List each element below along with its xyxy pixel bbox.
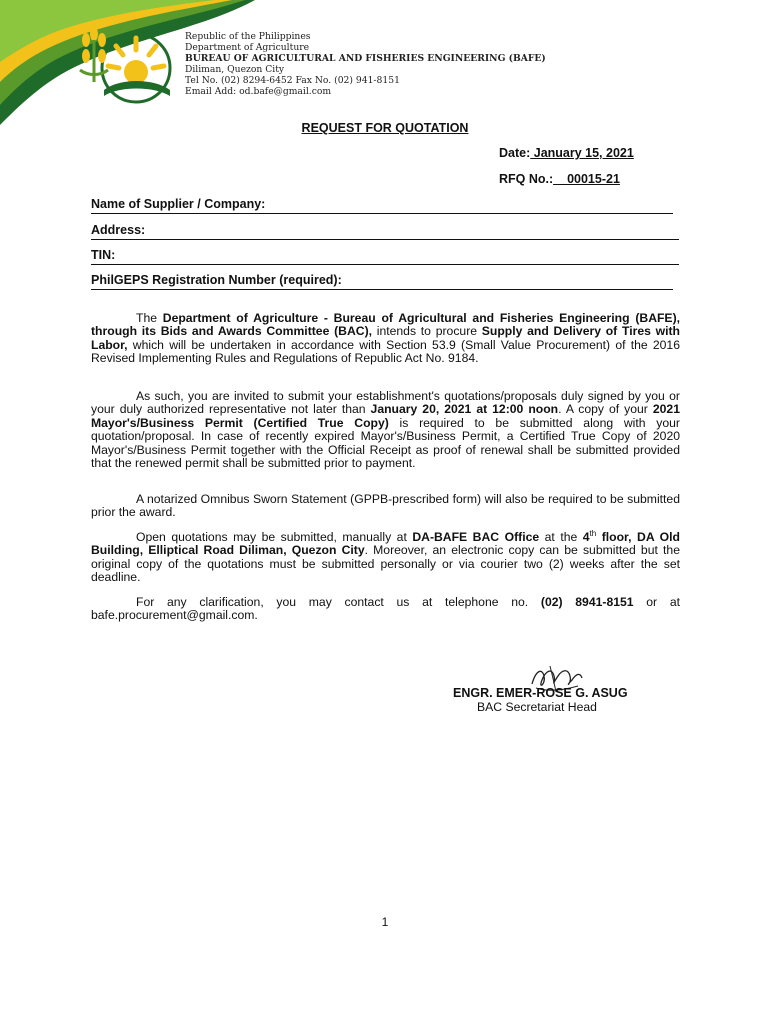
rfq-label: RFQ No.: <box>499 172 554 186</box>
header-department: Department of Agriculture <box>185 42 310 53</box>
date-line <box>499 146 634 160</box>
p1-text-3: which will be undertaken in accordance with Section 53.9 (Small Value Procurement) of the 2016 Revised Implementing Rules and Regulations of Republic Act No. 9184. <box>91 337 680 366</box>
header-address: Diliman, Quezon City <box>185 64 285 75</box>
date-value: January 15, 2021 <box>530 146 634 160</box>
p2-permit: 2021 Mayor's/Business Permit (Certified True Copy) <box>91 402 680 430</box>
address-field <box>91 223 679 240</box>
header-country: Republic of the Philippines <box>185 31 311 42</box>
paragraph-contact <box>91 596 680 623</box>
p1-agency: Department of Agriculture - Bureau of Agricultural and Fisheries Engineering (BAFE), through its Bids and Awards Committee (BAC), <box>91 311 681 339</box>
paragraph-omnibus <box>91 493 680 520</box>
p4-floor: 4 <box>582 530 590 544</box>
tin-label: TIN: <box>91 248 116 262</box>
p4-text-3: . Moreover, an electronic copy can be submitted but the original copy of the quotations must be submitted personally or via courier two (2) weeks after the set deadline. <box>91 543 680 585</box>
p4-floor-suffix: th <box>589 528 597 538</box>
rfq-line <box>499 172 620 186</box>
p2-deadline: January 20, 2021 at 12:00 noon <box>370 402 559 417</box>
paragraph-submission <box>91 390 680 470</box>
header-phone: Tel No. (02) 8294-6452 Fax No. (02) 941-8151 <box>185 75 400 86</box>
signatory-position: BAC Secretariat Head <box>477 700 597 714</box>
p1-text-1: The <box>136 311 163 325</box>
address-label: Address: <box>91 223 146 237</box>
philgeps-label: PhilGEPS Registration Number (required): <box>91 273 342 287</box>
p2-text-3: is required to be submitted along with your quotation/proposal. In case of recently expired Mayor's/Business Permit, a Certified True Copy of 2020 Mayor's/Business Permit together with the Official Receipt as proof of renewal shall be submitted provided that the renewed permit shall be submitted prior to payment. <box>91 415 680 471</box>
supplier-name-label: Name of Supplier / Company: <box>91 197 266 211</box>
page-number: 1 <box>381 915 389 929</box>
rfq-value: __00015-21 <box>553 172 620 186</box>
document-title: REQUEST FOR QUOTATION <box>301 121 469 135</box>
p4-location: floor, DA Old Building, Elliptical Road Diliman, Quezon City <box>91 530 680 558</box>
p4-text-1: Open quotations may be submitted, manually at <box>136 530 413 544</box>
date-label: Date: <box>499 146 531 160</box>
tin-field <box>91 248 679 265</box>
p5-phone: (02) 8941-8151 <box>540 595 634 609</box>
p5-text-1: For any clarification, you may contact us at telephone no. <box>136 595 541 609</box>
supplier-name-field <box>91 197 673 214</box>
header-bureau: BUREAU OF AGRICULTURAL AND FISHERIES ENGINEERING (BAFE) <box>185 53 546 64</box>
p4-office: DA-BAFE BAC Office <box>412 530 540 544</box>
paragraph-open-quotations <box>91 528 680 585</box>
p5-text-2: or at bafe.procurement@gmail.com. <box>91 595 680 623</box>
header-email: Email Add: od.bafe@gmail.com <box>185 86 332 97</box>
bafe-logo-icon <box>74 20 178 106</box>
p1-project: Supply and Delivery of Tires with Labor, <box>91 324 680 352</box>
p1-text-2: intends to procure <box>372 324 482 339</box>
p2-text-2: . A copy of your <box>558 402 653 417</box>
p2-text-1: As such, you are invited to submit your establishment's quotations/proposals duly signed by you or your duly authorized representative not later than <box>91 389 680 417</box>
paragraph-intro <box>91 312 680 366</box>
signatory-name: ENGR. EMER-ROSE G. ASUG <box>453 686 628 700</box>
p3-text-1: A notarized Omnibus Sworn Statement (GPPB-prescribed form) will also be required to be submitted prior the award. <box>91 492 680 520</box>
p4-text-2: at the <box>539 530 583 544</box>
philgeps-field <box>91 273 673 290</box>
